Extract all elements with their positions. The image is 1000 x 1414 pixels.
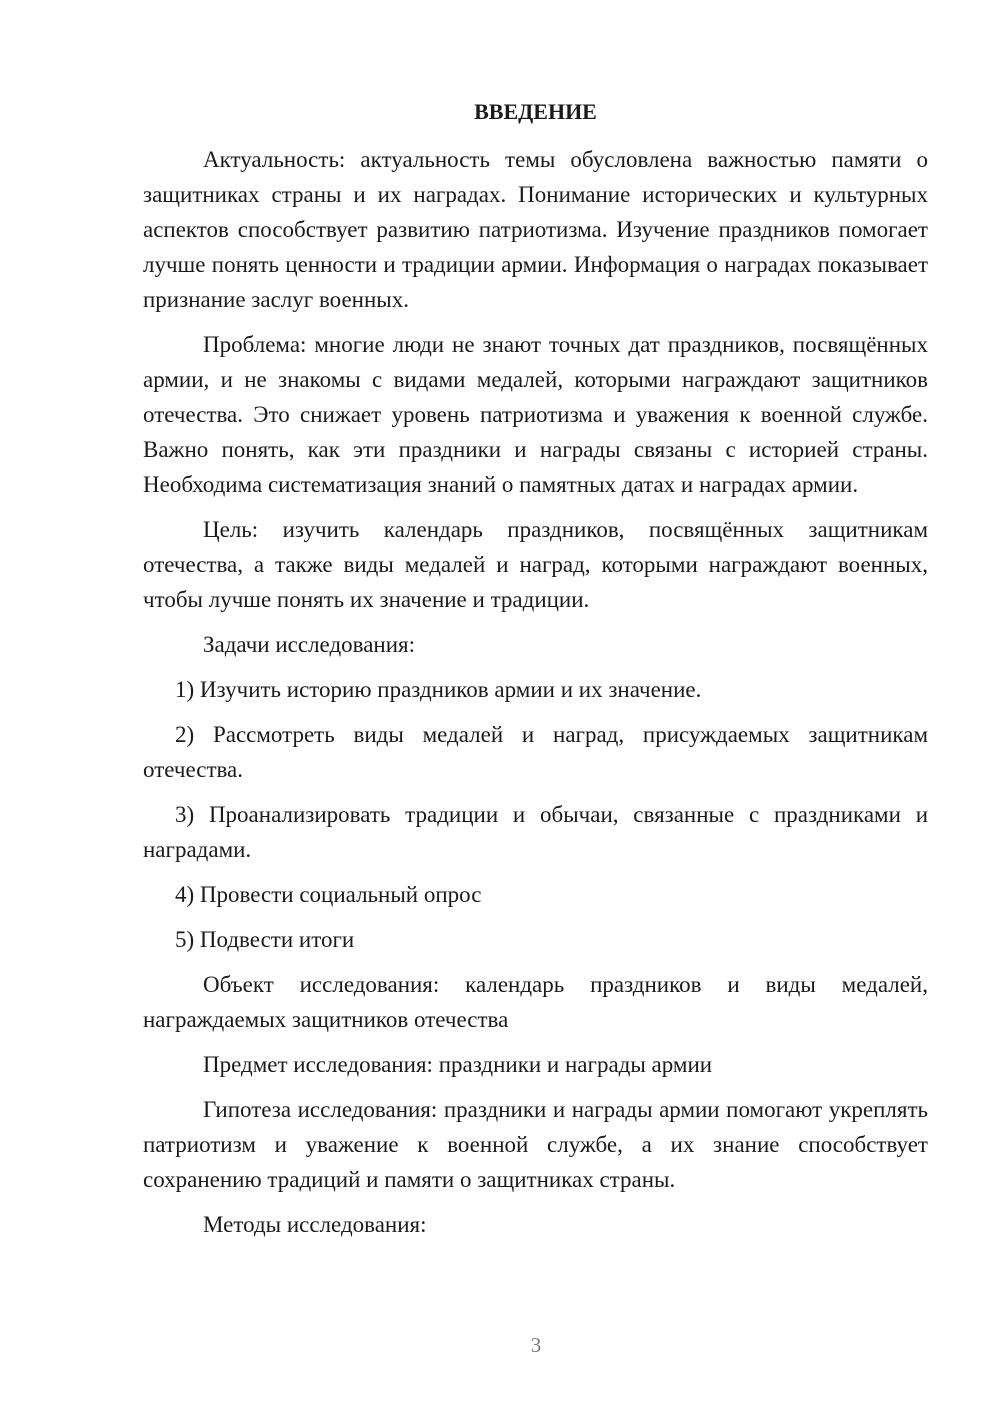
tasks-heading: Задачи исследования:	[203, 632, 416, 657]
subject-paragraph: Предмет исследования: праздники и награды армии	[203, 1052, 713, 1077]
goal-paragraph: Цель: изучить календарь праздников, посвящённых защитникам отечества, а также виды медалей и наград, которыми награждают военных, чтобы лучше понять их значение и традиции.	[143, 517, 928, 612]
section-title: ВВЕДЕНИЕ	[474, 99, 597, 124]
task-item: 1) Изучить историю праздников армии и их значение.	[175, 677, 702, 702]
object-paragraph: Объект исследования: календарь праздников и виды медалей, награждаемых защитников отечества	[143, 972, 928, 1032]
task-item: 4) Провести социальный опрос	[175, 882, 482, 907]
page-number: 3	[530, 1333, 542, 1357]
task-item: 3) Проанализировать традиции и обычаи, связанные с праздниками и наградами.	[143, 802, 928, 862]
task-item: 2) Рассмотреть виды медалей и наград, присуждаемых защитникам отечества.	[143, 722, 928, 782]
page-content	[143, 94, 928, 1252]
relevance-paragraph: Актуальность: актуальность темы обусловлена важностью памяти о защитниках страны и их наградах. Понимание исторических и культурных аспектов способствует развитию патриотизма. Изучение праздников помогает лучше понять ценности и традиции армии. Информация о наградах показывает признание заслуг военных.	[143, 147, 928, 312]
methods-heading: Методы исследования:	[203, 1212, 427, 1237]
hypothesis-paragraph: Гипотеза исследования: праздники и награды армии помогают укреплять патриотизм и уважение к военной службе, а их знание способствует сохранению традиций и памяти о защитниках страны.	[143, 1097, 928, 1192]
task-item: 5) Подвести итоги	[175, 927, 355, 952]
problem-paragraph: Проблема: многие люди не знают точных дат праздников, посвящённых армии, и не знакомы с видами медалей, которыми награждают защитников отечества. Это снижает уровень патриотизма и уважения к военной службе. Важно понять, как эти праздники и награды связаны с историей страны. Необходима систематизация знаний о памятных датах и наградах армии.	[143, 332, 928, 497]
